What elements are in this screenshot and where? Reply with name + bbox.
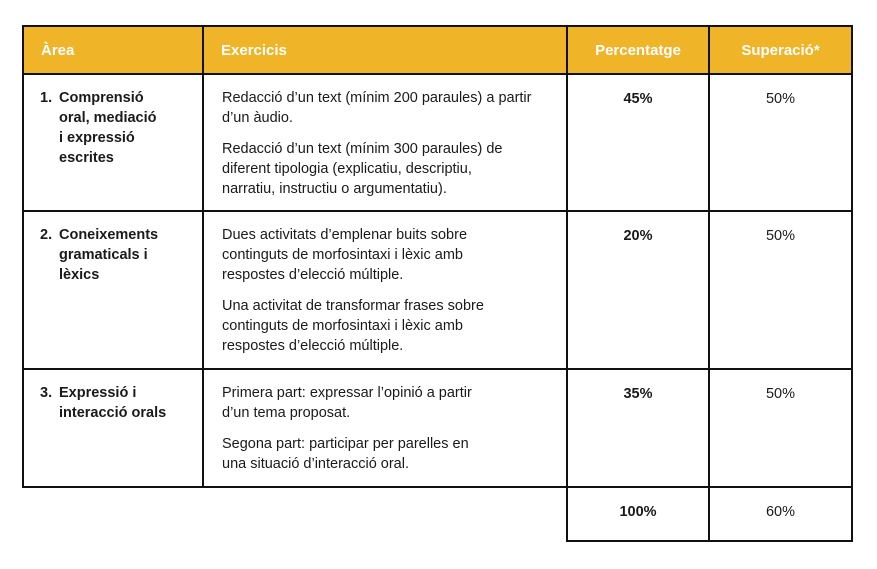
exercise-line: Segona part: participar per parelles en	[222, 436, 469, 452]
exercise-paragraph	[222, 296, 557, 356]
area-line: oral, mediació	[59, 110, 157, 126]
table-row-3-exercicis	[203, 369, 567, 487]
table-row-2-exercicis	[203, 211, 567, 369]
total-superacio	[709, 487, 852, 541]
area-number: 1.	[40, 90, 53, 106]
table-divider	[708, 25, 710, 542]
total-superacio-value: 60%	[765, 504, 796, 520]
area-number: 3.	[40, 385, 53, 401]
exercise-line: continguts de morfosintaxi i lèxic amb	[222, 247, 463, 263]
total-percentatge	[567, 487, 709, 541]
area-line: gramaticals i	[59, 247, 148, 263]
exercise-line: continguts de morfosintaxi i lèxic amb	[222, 318, 463, 334]
table-row-2-superacio	[709, 211, 852, 369]
exercise-paragraph	[222, 88, 557, 128]
exercise-line: Redacció d’un text (mínim 200 paraules) a partir	[222, 90, 532, 106]
table-divider	[22, 486, 853, 488]
table-row-3-area	[23, 369, 203, 487]
table-row-3-superacio	[709, 369, 852, 487]
percentatge-value: 45%	[623, 91, 653, 107]
area-line: lèxics	[59, 267, 100, 283]
area-line: Expressió i	[59, 385, 137, 401]
exercise-paragraph	[222, 139, 557, 199]
table-row-1-superacio	[709, 74, 852, 211]
header-percentatge	[567, 26, 709, 74]
exercise-line: diferent tipologia (explicatiu, descriptiu,	[222, 161, 472, 177]
table-row-1-area	[23, 74, 203, 211]
area-line: Comprensió	[59, 90, 144, 106]
percentatge-value: 35%	[623, 386, 653, 402]
exercise-line: Redacció d’un text (mínim 300 paraules) de	[222, 141, 503, 157]
exercise-paragraph	[222, 225, 557, 285]
superacio-value: 50%	[765, 91, 796, 107]
table-row-1-exercicis	[203, 74, 567, 211]
exercise-paragraph	[222, 383, 557, 423]
percentatge-value: 20%	[623, 228, 653, 244]
table-border-top	[22, 25, 853, 27]
table-row-3-percentatge	[567, 369, 709, 487]
exercise-paragraph	[222, 434, 557, 474]
table-row-2-percentatge	[567, 211, 709, 369]
area-line: i expressió	[59, 130, 135, 146]
exercise-line: Dues activitats d’emplenar buits sobre	[222, 227, 468, 243]
table-border-left	[22, 25, 24, 488]
table-divider	[566, 25, 568, 542]
superacio-value: 50%	[765, 228, 796, 244]
exercise-line: d’un àudio.	[222, 110, 293, 126]
exercise-line: una situació d’interacció oral.	[222, 456, 409, 472]
area-line: interacció orals	[59, 405, 167, 421]
area-line: escrites	[59, 150, 114, 166]
table-border-right	[851, 25, 853, 542]
header-percentatge-label: Percentatge	[595, 41, 681, 59]
area-number: 2.	[40, 227, 53, 243]
superacio-value: 50%	[765, 386, 796, 402]
total-percentatge-value: 100%	[619, 504, 657, 520]
table-row-1-percentatge	[567, 74, 709, 211]
exercise-line: narratiu, instructiu o argumentatiu).	[222, 181, 447, 197]
table-row-2-area	[23, 211, 203, 369]
header-area-label: Àrea	[41, 41, 75, 59]
table-divider	[202, 25, 204, 488]
exercise-line: d’un tema proposat.	[222, 405, 351, 421]
exercise-line: respostes d’elecció múltiple.	[222, 338, 404, 354]
header-area	[23, 26, 203, 74]
header-superacio-label: Superació*	[741, 41, 820, 59]
header-superacio	[709, 26, 852, 74]
header-exercicis	[203, 26, 567, 74]
exercise-line: Primera part: expressar l’opinió a partir	[222, 385, 472, 401]
exercise-line: Una activitat de transformar frases sobre	[222, 298, 484, 314]
area-line: Coneixements	[59, 227, 159, 243]
table-divider	[22, 368, 853, 370]
table-divider	[22, 210, 853, 212]
table-divider	[22, 73, 853, 75]
exercise-line: respostes d’elecció múltiple.	[222, 267, 404, 283]
header-exercicis-label: Exercicis	[221, 41, 287, 59]
